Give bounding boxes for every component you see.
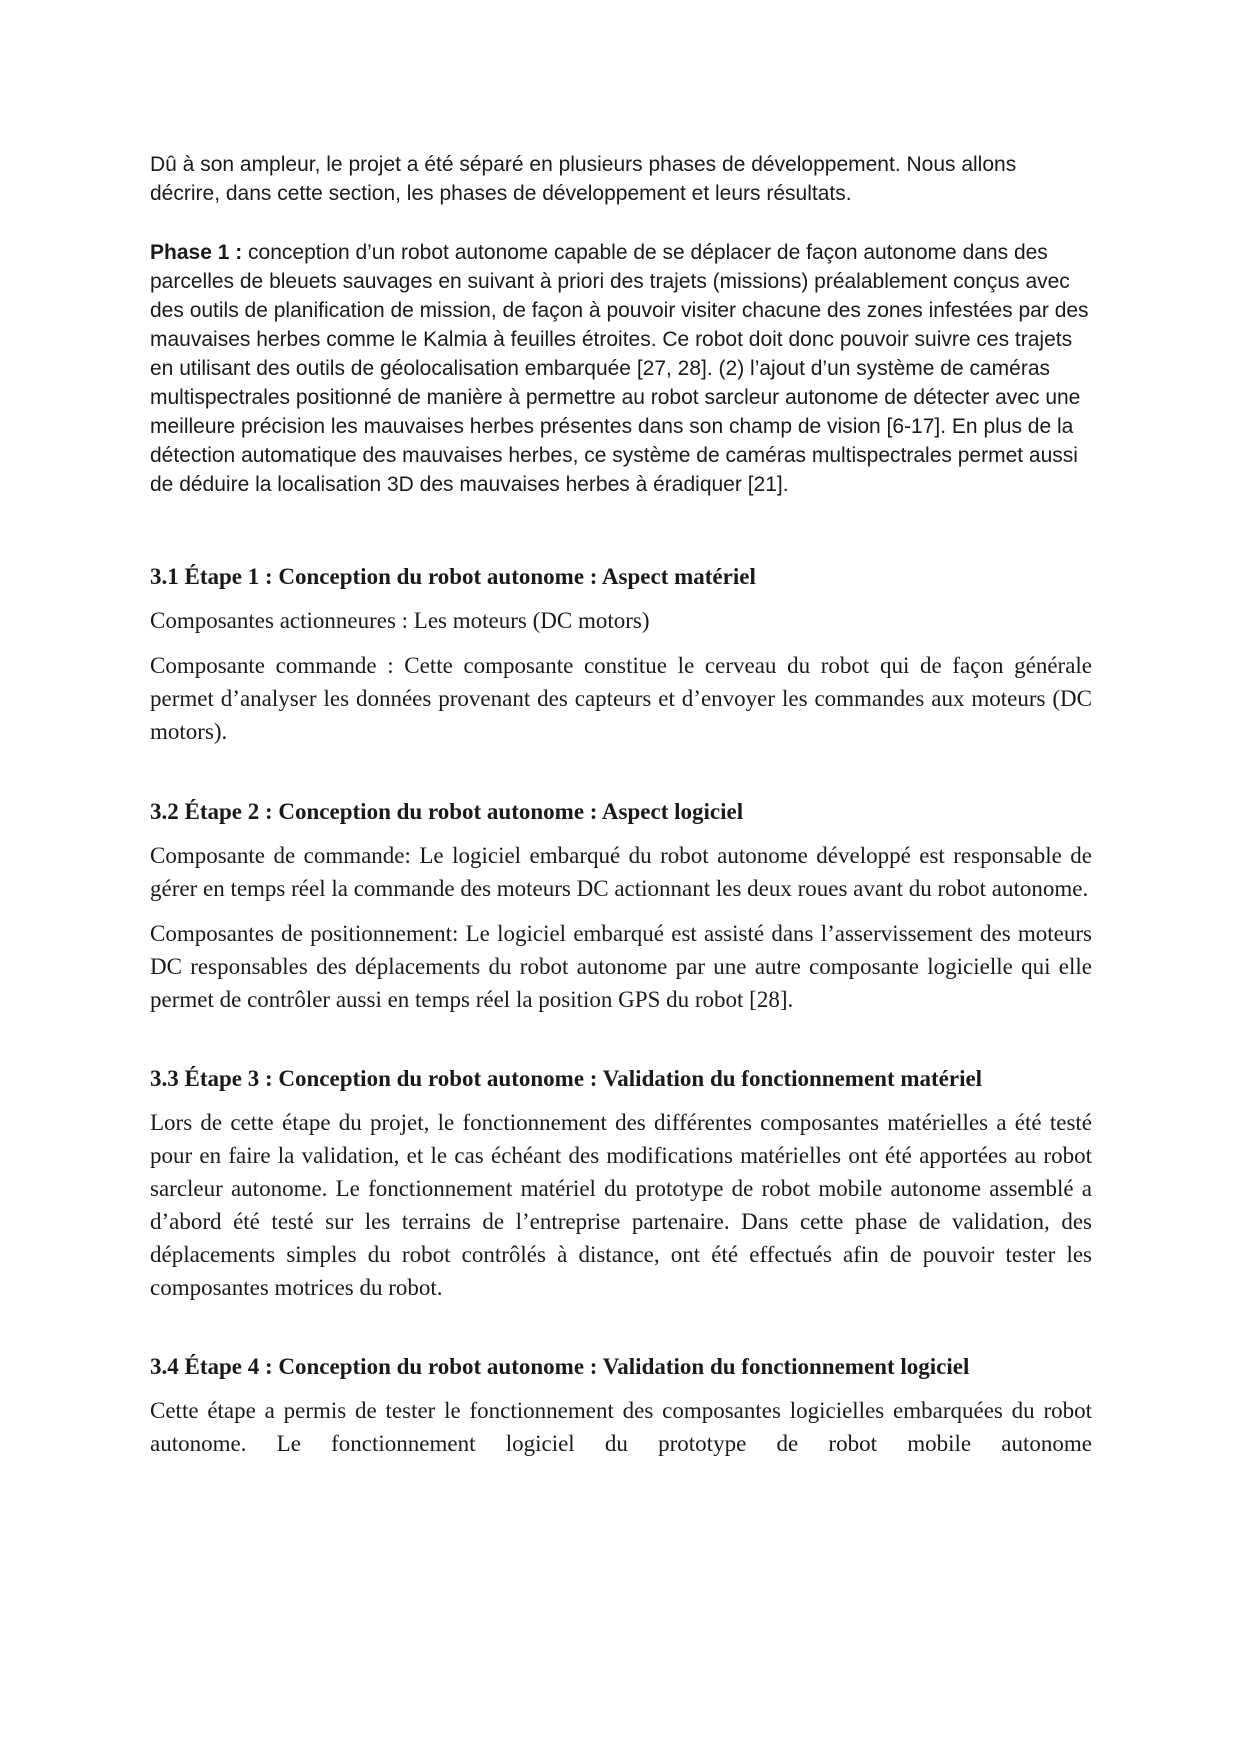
section-3-3-heading: 3.3 Étape 3 : Conception du robot autonome : Validation du fonctionnement matériel <box>150 1066 983 1091</box>
section-3-1-paragraph-1: Composantes actionneures : Les moteurs (DC motors) <box>150 608 650 633</box>
section-3-1-heading: 3.1 Étape 1 : Conception du robot autonome : Aspect matériel <box>150 564 756 589</box>
section-3-4-paragraph-1: Cette étape a permis de tester le fonctionnement des composantes logicielles embarquées du robot autonome. Le fonctionnement logiciel du prototype de robot mobile autonome <box>150 1398 1092 1456</box>
section-3-2-paragraph-2: Composantes de positionnement: Le logiciel embarqué est assisté dans l’asservissement des moteurs DC responsables des déplacements du robot autonome par une autre composante logicielle qui elle permet de contrôler aussi en temps réel la position GPS du robot [28]. <box>150 921 1092 1012</box>
section-3-2-paragraph-1: Composante de commande: Le logiciel embarqué du robot autonome développé est responsable de gérer en temps réel la commande des moteurs DC actionnant les deux roues avant du robot autonome. <box>150 843 1092 901</box>
document-page <box>150 150 1092 1460</box>
section-3-2-heading: 3.2 Étape 2 : Conception du robot autonome : Aspect logiciel <box>150 799 744 824</box>
intro-paragraph: Dû à son ampleur, le projet a été séparé en plusieurs phases de développement. Nous allons décrire, dans cette section, les phases de développement et leurs résultats. <box>150 153 1017 205</box>
section-3-1-paragraph-2: Composante commande : Cette composante constitue le cerveau du robot qui de façon générale permet d’analyser les données provenant des capteurs et d’envoyer les commandes aux moteurs (DC motors). <box>150 653 1092 744</box>
phase1-label: Phase 1 : <box>150 241 243 264</box>
section-3-3-paragraph-1: Lors de cette étape du projet, le fonctionnement des différentes composantes matérielles a été testé pour en faire la validation, et le cas échéant des modifications matérielles ont été apportées au robot sarcleur autonome. Le fonctionnement matériel du prototype de robot mobile autonome assemblé a d’abord été testé sur les terrains de l’entreprise partenaire. Dans cette phase de validation, des déplacements simples du robot contrôlés à distance, ont été effectués afin de pouvoir tester les composantes motrices du robot. <box>150 1110 1092 1300</box>
phase1-paragraph <box>150 238 1092 499</box>
section-3-4-heading: 3.4 Étape 4 : Conception du robot autonome : Validation du fonctionnement logiciel <box>150 1354 970 1379</box>
phase1-text: conception d’un robot autonome capable de se déplacer de façon autonome dans des parcelles de bleuets sauvages en suivant à priori des trajets (missions) préalablement conçus avec des outils de planification de mission, de façon à pouvoir visiter chacune des zones infestées par des mauvaises herbes comme le Kalmia à feuilles étroites. Ce robot doit donc pouvoir suivre ces trajets en utilisant des outils de géolocalisation embarquée [27, 28]. (2) l’ajout d’un système de caméras multispectrales positionné de manière à permettre au robot sarcleur autonome de détecter avec une meilleure précision les mauvaises herbes présentes dans son champ de vision [6-17]. En plus de la détection automatique des mauvaises herbes, ce système de caméras multispectrales permet aussi de déduire la localisation 3D des mauvaises herbes à éradiquer [21]. <box>150 241 1089 496</box>
